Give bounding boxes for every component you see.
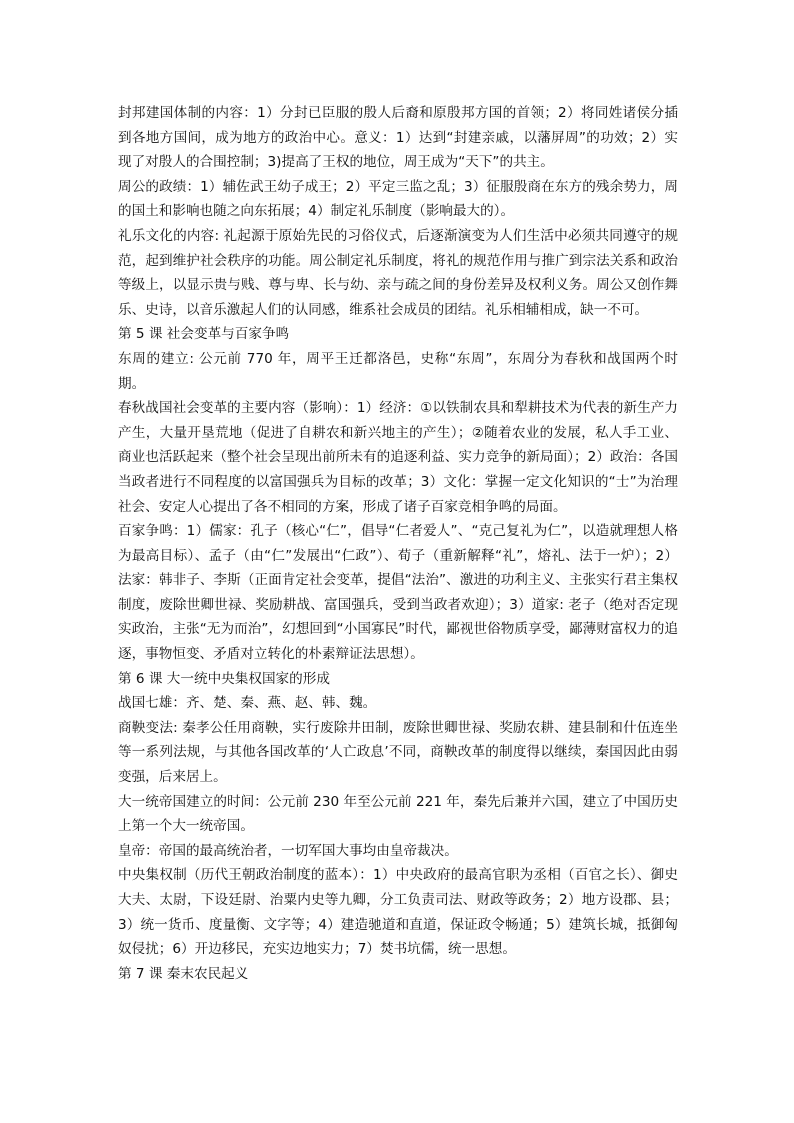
paragraph-centralized-system: 中央集权制（历代王朝政治制度的蓝本）：1）中央政府的最高官职为丞相（百官之长）、御史大夫、太尉，下设廷尉、治粟内史等九卿，分工负责司法、财政等政务；2）地方设郡、县；3）统一货币、度量衡、文字等；4）建造驰道和直道，保证政令畅通；5）建筑长城，抵御匈奴侵扰；6）开边移民，充实边地实力；7）焚书坑儒，统一思想。 [118, 867, 678, 958]
paragraph-unification-date: 大一统帝国建立的时间：公元前 230 年至公元前 221 年，秦先后兼并六国，建立了中国历史上第一个大一统帝国。 [118, 793, 678, 835]
paragraph-hundred-schools: 百家争鸣：1）儒家：孔子（核心“仁”，倡导“仁者爱人”、“克己复礼为仁”，以造就理想人格为最高目标）、孟子（由“仁”发展出“仁政”）、荀子（重新解释“礼”，熔礼、法于一炉）；2）法家：韩非子、李斯（正面肯定社会变革，提倡“法治”、激进的功利主义、主张实行君主集权制度，废除世卿世禄、奖励耕战、富国强兵，受到当政者欢迎）；3）道家: 老子（绝对否定现实政治，主张“无为而治”，幻想回到“小国寡民”时代，鄙视世俗物质享受，鄙薄财富权力的追逐，事物恒变、矛盾对立转化的朴素辩证法思想）。 [118, 523, 678, 663]
paragraph-duke-zhou-achievements: 周公的政绩：1）辅佐武王幼子成王；2）平定三监之乱；3）征服殷商在东方的残余势力，周的国土和影响也随之向东拓展；4）制定礼乐制度（影响最大的）。 [118, 178, 678, 220]
paragraph-shang-yang-reform: 商鞅变法: 秦孝公任用商鞅，实行废除井田制，废除世卿世禄、奖励农耕、建县制和什伍连坐等一系列法规，与其他各国改革的‘人亡政息’不同，商鞅改革的制度得以继续，秦国因此由弱变强，后来居上。 [118, 719, 678, 786]
lesson-7-heading: 第 7 课 秦末农民起义 [118, 965, 249, 982]
paragraph-emperor: 皇帝：帝国的最高统治者，一切军国大事均由皇帝裁决。 [118, 842, 458, 859]
paragraph-seven-states: 战国七雄：齐、楚、秦、燕、赵、韩、魏。 [118, 695, 377, 712]
paragraph-rites-music-culture: 礼乐文化的内容: 礼起源于原始先民的习俗仪式，后逐渐演变为人们生活中必须共同遵守的规范，起到维护社会秩序的功能。周公制定礼乐制度，将礼的规范作用与推广到宗法关系和政治等级上，以显示贵与贱、尊与卑、长与幼、亲与疏之间的身份差异及权利义务。周公又创作舞乐、史诗，以音乐激起人们的认同感，维系社会成员的团结。礼乐相辅相成，缺一不可。 [118, 227, 678, 318]
lesson-6-heading: 第 6 课 大一统中央集权国家的形成 [118, 670, 330, 687]
document-page [118, 101, 678, 986]
paragraph-spring-autumn-reforms: 春秋战国社会变革的主要内容（影响）：1）经济：①以铁制农具和犁耕技术为代表的新生产力产生，大量开垦荒地（促进了自耕农和新兴地主的产生）；②随着农业的发展，私人手工业、商业也活跃起来（整个社会呈现出前所未有的追逐利益、实力竞争的新局面）；2）政治：各国当政者进行不同程度的以富国强兵为目标的改革；3）文化：掌握一定文化知识的“士”为治理社会、安定人心提出了各不相同的方案，形成了诸子百家竞相争鸣的局面。 [118, 400, 678, 515]
lesson-5-heading: 第 5 课 社会变革与百家争鸣 [118, 326, 290, 343]
paragraph-eastern-zhou: 东周的建立: 公元前 770 年，周平王迁都洛邑，史称“东周”，东周分为春秋和战国两个时期。 [118, 350, 678, 392]
paragraph-feudal-system: 封邦建国体制的内容：1）分封已臣服的殷人后裔和原殷邦方国的首领；2）将同姓诸侯分插到各地方国间，成为地方的政治中心。意义：1）达到“封建亲戚，以藩屏周”的功效；2）实现了对殷人的合围控制；3)提高了王权的地位，周王成为“天下”的共主。 [118, 105, 678, 171]
